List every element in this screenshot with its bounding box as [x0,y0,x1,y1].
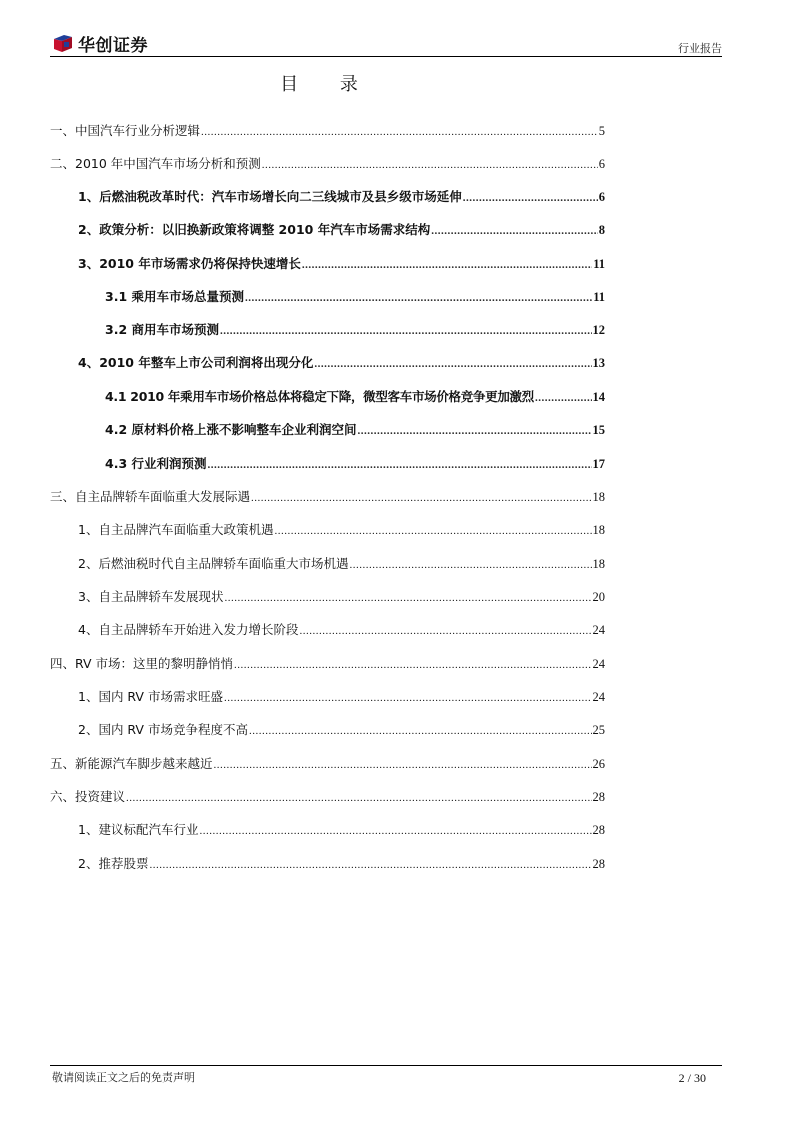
toc-entry[interactable] [78,722,605,739]
toc-entry-label: 3.1 乘用车市场总量预测 [105,289,244,304]
toc-entry-label: 一、中国汽车行业分析逻辑 [50,123,201,138]
toc-entry[interactable] [50,123,605,140]
toc-entry-label: 1、建议标配汽车行业 [78,822,199,837]
brand-name: 华创证券 [78,36,148,56]
toc-entry[interactable] [78,222,605,239]
toc-entry-page: 24 [592,623,605,637]
toc-entry-label: 3、自主品牌轿车发展现状 [78,589,224,604]
toc-entry-label: 2、后燃油税时代自主品牌轿车面临重大市场机遇 [78,556,349,571]
toc-title: 目 录 [280,74,376,95]
toc-entry[interactable] [78,589,605,606]
disclaimer-note: 敬请阅读正文之后的免责声明 [52,1071,195,1084]
toc-entry-page: 13 [592,356,605,370]
toc-entry-page: 12 [592,323,605,337]
toc-dot-leader [431,223,598,239]
toc-entry[interactable] [105,422,605,439]
toc-entry[interactable] [78,556,605,573]
toc-dot-leader [358,423,592,439]
toc-entry-page: 6 [598,157,605,171]
toc-entry-label: 1、自主品牌汽车面临重大政策机遇 [78,522,274,537]
toc-entry-label: 4.1 2010 年乘用车市场价格总体将稳定下降，微型客车市场价格竞争更加激烈 [105,389,534,404]
toc-dot-leader [199,823,591,839]
toc-entry-page: 14 [592,390,605,404]
toc-entry-label: 三、自主品牌轿车面临重大发展际遇 [50,489,251,504]
toc-dot-leader [535,390,592,406]
toc-dot-leader [126,790,591,806]
toc-entry[interactable] [50,156,605,173]
toc-dot-leader [349,557,591,573]
toc-entry-page: 18 [592,557,605,571]
toc-dot-leader [245,290,592,306]
toc-entry[interactable] [78,622,605,639]
toc-entry-page: 6 [598,190,605,204]
toc-entry-page: 20 [592,590,605,604]
huachuang-logo-icon [52,33,74,53]
toc-entry-label: 2、政策分析：以旧换新政策将调整 2010 年汽车市场需求结构 [78,222,431,237]
report-type: 行业报告 [678,42,722,55]
toc-dot-leader [220,323,592,339]
toc-entry-label: 1、后燃油税改革时代：汽车市场增长向二三线城市及县乡级市场延伸 [78,189,462,204]
toc-entry[interactable] [78,256,605,273]
page-header [50,30,722,58]
toc-dot-leader [262,157,598,173]
toc-entry[interactable] [105,389,605,406]
toc-entry-label: 4.3 行业利润预测 [105,456,207,471]
toc-entry[interactable] [50,789,605,806]
toc-dot-leader [224,590,591,606]
toc-dot-leader [149,857,591,873]
toc-entry-label: 1、国内 RV 市场需求旺盛 [78,689,223,704]
toc-entry-page: 11 [593,290,605,304]
toc-entry-page: 28 [592,823,605,837]
toc-entry-page: 18 [592,523,605,537]
toc-dot-leader [274,523,591,539]
toc-entry[interactable] [105,322,605,339]
toc-entry[interactable] [105,456,605,473]
toc-entry[interactable] [78,856,605,873]
toc-dot-leader [249,723,592,739]
toc-entry-page: 5 [598,124,605,138]
toc-entry[interactable] [78,355,605,372]
toc-entry-page: 28 [592,790,605,804]
toc-dot-leader [299,623,591,639]
toc-entry-page: 26 [592,757,605,771]
toc-entry[interactable] [50,756,605,773]
page-number: 2 / 30 [678,1071,706,1085]
toc-entry-page: 11 [593,257,605,271]
toc-dot-leader [234,657,591,673]
toc-dot-leader [463,190,598,206]
toc-entry-label: 3.2 商用车市场预测 [105,322,219,337]
toc-entry[interactable] [50,489,605,506]
toc-entry-page: 24 [592,657,605,671]
toc-dot-leader [224,690,592,706]
toc-entry[interactable] [50,656,605,673]
footer-divider [50,1065,722,1066]
toc-entry-label: 五、新能源汽车脚步越来越近 [50,756,213,771]
toc-entry-label: 3、2010 年市场需求仍将保持快速增长 [78,256,301,271]
toc-dot-leader [208,457,592,473]
toc-dot-leader [251,490,591,506]
toc-entry-page: 28 [592,857,605,871]
toc-entry-page: 17 [592,457,605,471]
toc-entry[interactable] [105,289,605,306]
toc-entry[interactable] [78,522,605,539]
toc-entry-label: 六、投资建议 [50,789,126,804]
toc-entry-label: 二、2010 年中国汽车市场分析和预测 [50,156,261,171]
toc-entry-label: 4、2010 年整车上市公司利润将出现分化 [78,355,314,370]
toc-entry-label: 2、推荐股票 [78,856,149,871]
toc-dot-leader [314,356,591,372]
toc-entry-label: 4、自主品牌轿车开始进入发力增长阶段 [78,622,299,637]
toc-dot-leader [302,257,592,273]
toc-entry[interactable] [78,822,605,839]
toc-entry-label: 四、RV 市场：这里的黎明静悄悄 [50,656,234,671]
toc-entry-page: 25 [592,723,605,737]
toc-entry-label: 4.2 原材料价格上涨不影响整车企业利润空间 [105,422,357,437]
toc-dot-leader [201,124,598,140]
toc-entry[interactable] [78,189,605,206]
toc-entry-label: 2、国内 RV 市场竞争程度不高 [78,722,248,737]
toc-entry-page: 18 [592,490,605,504]
header-divider [50,56,722,57]
toc-entry-page: 15 [592,423,605,437]
toc-entry[interactable] [78,689,605,706]
toc-dot-leader [214,757,592,773]
toc-entry-page: 8 [598,223,605,237]
toc-entry-page: 24 [592,690,605,704]
